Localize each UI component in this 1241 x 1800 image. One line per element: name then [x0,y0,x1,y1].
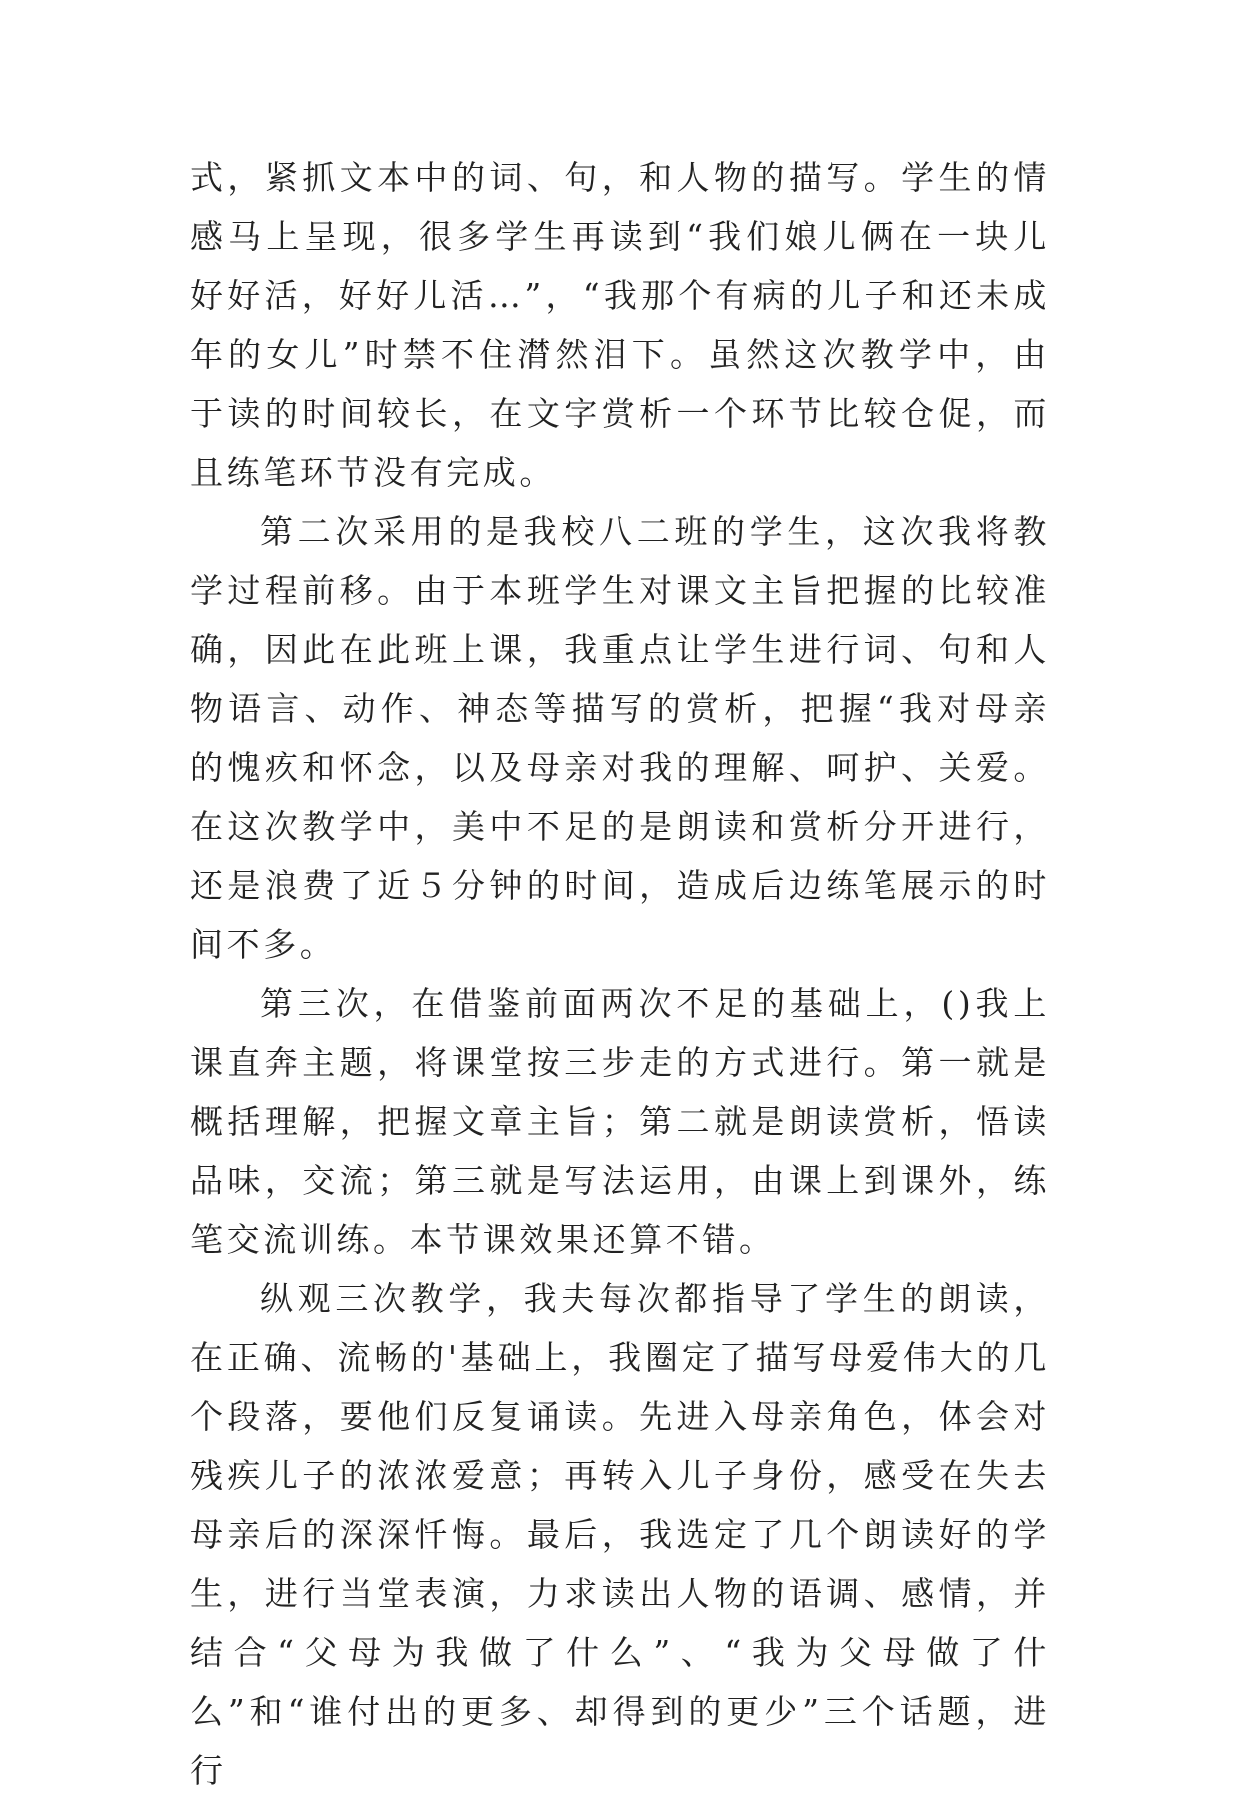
paragraph-4: 纵观三次教学，我夫每次都指导了学生的朗读，在正确、流畅的'基础上，我圈定了描写母爱伟大的几个段落，要他们反复诵读。先进入母亲角色，体会对残疾儿子的浓浓爱意；再转入儿子身份，感受在失去母亲后的深深忏悔。最后，我选定了几个朗读好的学生，进行当堂表演，力求读出人物的语调、感情，并结合“父母为我做了什么”、“我为父母做了什么”和“谁付出的更多、却得到的更少”三个话题，进行 [190,1279,1050,1790]
paragraph-3: 第三次，在借鉴前面两次不足的基础上，()我上课直奔主题，将课堂按三步走的方式进行。第一就是概括理解，把握文章主旨；第二就是朗读赏析，悟读品味，交流；第三就是写法运用，由课上到课外，练笔交流训练。本节课效果还算不错。 [190,984,1050,1259]
paragraph-1: 式，紧抓文本中的词、句，和人物的描写。学生的情感马上呈现，很多学生再读到“我们娘儿俩在一块儿好好活，好好儿活…”，“我那个有病的儿子和还未成年的女儿”时禁不住潸然泪下。虽然这次教学中，由于读的时间较长，在文字赏析一个环节比较仓促，而且练笔环节没有完成。 [190,158,1050,492]
body-text [190,148,1050,1800]
paragraph-2: 第二次采用的是我校八二班的学生，这次我将教学过程前移。由于本班学生对课文主旨把握的比较准确，因此在此班上课，我重点让学生进行词、句和人物语言、动作、神态等描写的赏析，把握“我对母亲的愧疚和怀念，以及母亲对我的理解、呵护、关爱。在这次教学中，美中不足的是朗读和赏析分开进行，还是浪费了近５分钟的时间，造成后边练笔展示的时间不多。 [190,512,1050,964]
